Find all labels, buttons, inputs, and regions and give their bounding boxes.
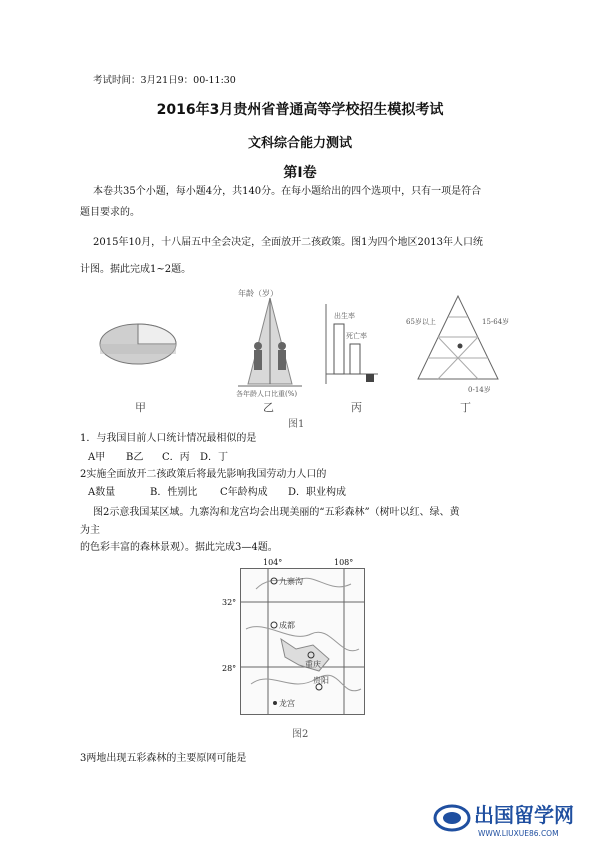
figure-2-caption: 图2 bbox=[292, 729, 309, 740]
map-place-longgong: 龙宫 bbox=[279, 699, 295, 708]
figure-1-label-a: 甲 bbox=[135, 401, 146, 414]
question-1: 1．与我国目前人口统计情况最相似的是 bbox=[80, 433, 257, 444]
q1-option-b: B乙 bbox=[126, 452, 144, 463]
map-place-chongqing: 重庆 bbox=[305, 660, 321, 669]
q1-option-a: A甲 bbox=[88, 452, 106, 463]
bar-label-death: 死亡率 bbox=[346, 332, 367, 340]
intro-line-1: 本卷共35个小题，每小题4分，共140分。在每小题给出的四个选项中，只有一项是符合 bbox=[93, 186, 482, 197]
q2-option-d: D．职业构成 bbox=[288, 487, 347, 498]
figure-1-graphic bbox=[88, 284, 518, 419]
tri-axis-bottom: 0-14岁 bbox=[468, 386, 491, 394]
map-lat-28: 28° bbox=[222, 664, 237, 673]
logo-text: 出国留学网 bbox=[474, 803, 574, 827]
q2-option-a: A数量 bbox=[88, 487, 116, 498]
logo-url: WWW.LIUXUE86.COM bbox=[478, 829, 559, 838]
map-place-guiyang: 贵阳 bbox=[313, 676, 329, 685]
figure-1-label-d: 丁 bbox=[460, 401, 471, 414]
figure-1 bbox=[88, 284, 518, 419]
figure-1-pie bbox=[100, 324, 176, 364]
figure-1-triangle bbox=[406, 296, 509, 394]
map-place-chengdu: 成都 bbox=[279, 621, 295, 630]
q1-option-d: D．丁 bbox=[200, 452, 229, 463]
intro-line-2: 题目要求的。 bbox=[80, 207, 140, 218]
map-lon-104: 104° bbox=[263, 558, 283, 567]
figure-1-label-b: 乙 bbox=[263, 401, 274, 414]
question-3: 3两地出现五彩森林的主要原网可能是 bbox=[80, 753, 247, 764]
figure-2-map bbox=[240, 568, 365, 715]
passage2-line-2: 为主 bbox=[80, 525, 100, 536]
q1-option-c: C．丙 bbox=[162, 452, 190, 463]
tri-axis-left: 65岁以上 bbox=[406, 318, 436, 326]
figure-1-caption: 图1 bbox=[288, 419, 305, 430]
map-place-jiuzhaigou: 九寨沟 bbox=[279, 577, 303, 586]
exam-subtitle: 文科综合能力测试 bbox=[247, 136, 352, 151]
passage1-line-1: 2015年10月，十八届五中全会决定，全面放开二孩政策。图1为四个地区2013年人口统 bbox=[93, 237, 483, 248]
map-lat-32: 32° bbox=[222, 598, 237, 607]
site-logo bbox=[432, 798, 582, 840]
pyramid-title: 年龄（岁） bbox=[238, 289, 278, 298]
passage1-line-2: 计图。据此完成1~2题。 bbox=[80, 264, 192, 275]
figure-1-bars bbox=[326, 304, 378, 384]
q2-option-c: C年龄构成 bbox=[220, 487, 268, 498]
exam-title: 2016年3月贵州省普通高等学校招生模拟考试 bbox=[156, 102, 444, 118]
tri-axis-right: 15-64岁 bbox=[482, 318, 510, 326]
question-2: 2实施全面放开二孩政策后将最先影响我国劳动力人口的 bbox=[80, 469, 327, 480]
pyramid-axis-label: 各年龄人口比重(%) bbox=[236, 390, 298, 398]
passage2-line-3: 的色彩丰富的森林景观）。据此完成3—4题。 bbox=[80, 542, 278, 553]
bar-label-birth: 出生率 bbox=[334, 312, 355, 320]
map-graphic bbox=[241, 569, 364, 714]
figure-1-label-c: 丙 bbox=[351, 401, 362, 414]
logo-graphic bbox=[432, 798, 582, 840]
figure-1-pyramid bbox=[236, 288, 302, 398]
passage2-line-1: 图2示意我国某区域。九寨沟和龙宫均会出现美丽的“五彩森林”（树叶以红、绿、黄 bbox=[93, 507, 460, 518]
q2-option-b: B．性别比 bbox=[150, 487, 198, 498]
map-lon-108: 108° bbox=[334, 558, 354, 567]
volume-heading: 第Ⅰ卷 bbox=[283, 165, 317, 181]
exam-time: 考试时间：3月21日9：00-11:30 bbox=[93, 75, 236, 86]
